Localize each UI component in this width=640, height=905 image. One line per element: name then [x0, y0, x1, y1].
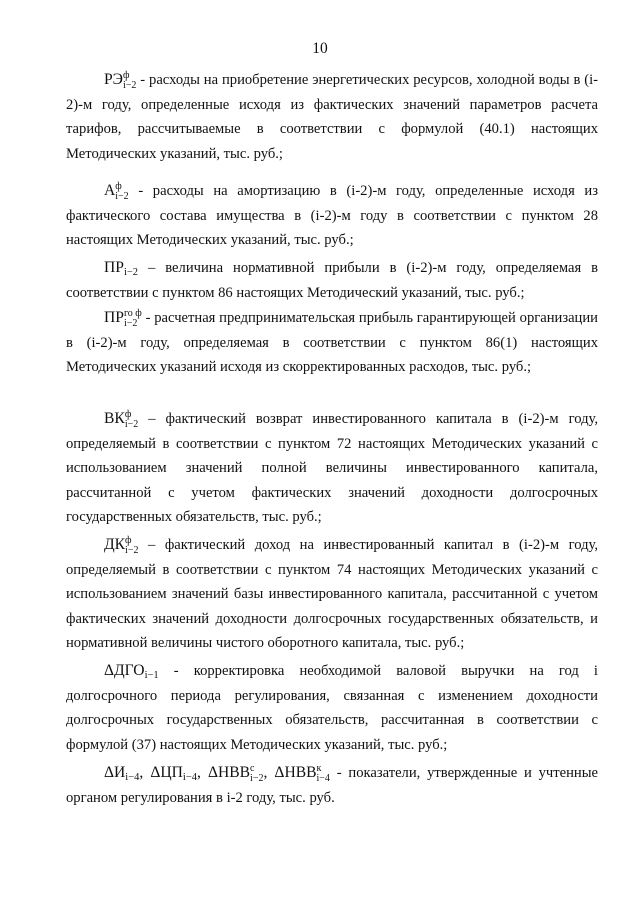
definition-text: - показатели, утвержденные и учтенные органом регулирования в i-2 году, тыс. руб. [66, 765, 599, 806]
symbol-dk: ДК ф i−2 [104, 535, 139, 556]
symbol-pr: $ПР_{i-2}$ [104, 259, 139, 278]
definition-text: – величина нормативной прибыли в (i-2)-м году, определяемая в соответствии с пунктом 86 настоящих Методический указаний, тыс. руб.; [66, 260, 598, 301]
definition-energy-expenses [66, 68, 598, 166]
definition-normative-profit [66, 256, 598, 305]
definition-text: - расчетная предпринимательская прибыль гарантирующей организации в (i-2)-м году, определяемая в соответствии с пунктом 86(1) настоящих Методических указаний исходя из скорректированных расходов, тыс. руб.; [66, 310, 598, 376]
definition-text: - расходы на приобретение энергетических ресурсов, холодной воды в (i-2)-м году, определенные исходя из фактических значений параметров расчета тарифов, рассчитываемые в соответствии с формулой (40.1) настоящих Методических указаний, тыс. руб.; [66, 72, 599, 162]
symbol-indicators: $\Delta И_{i-4}$, $\Delta ЦП_{i-4}$, ΔНВВ с i−2 , ΔНВВ к i−4 [104, 763, 330, 784]
symbol-dgo: $\Delta ДГО_{i-1}$ [104, 662, 159, 681]
definition-entrepreneurial-profit [66, 306, 598, 380]
symbol-pr-go: ПР го ф i−2 [104, 308, 142, 329]
symbol-a: А ф i−2 [104, 181, 129, 202]
definition-revenue-correction [66, 659, 598, 757]
definition-text: – фактический возврат инвестированного капитала в (i-2)-м году, определяемый в соответствии с пунктом 72 настоящих Методических указаний с использованием значений полной величины инвестированного капитала, рассчитанной с учетом фактических значений доходности долгосрочных государственных обязательств, тыс. руб.; [66, 411, 598, 526]
definition-capital-return [66, 407, 598, 530]
definition-approved-indicators [66, 761, 598, 810]
definition-text: - расходы на амортизацию в (i-2)-м году, определенные исходя из фактического состава имущества в (i-2)-м году в соответствии с пунктом 28 настоящих Методических указаний, тыс. руб.; [66, 183, 598, 249]
page-number: 10 [312, 40, 328, 57]
symbol-re: РЭ ф i−2 [104, 70, 137, 91]
definition-amortization [66, 179, 598, 253]
definition-capital-income [66, 533, 598, 656]
definition-text: – фактический доход на инвестированный капитал в (i-2)-м году, определяемый в соответствии с пунктом 74 настоящих Методических указаний с использованием значений базы инвестированного капитала, рассчитанной с учетом фактических значений доходности долгосрочных государственных обязательств, и нормативной величины чистого оборотного капитала, тыс. руб.; [66, 537, 598, 652]
definition-text: - корректировка необходимой валовой выручки на год i долгосрочного периода регулирования, связанная с изменением доходности долгосрочных государственных обязательств, рассчитанная в соответствии с формулой (37) настоящих Методических указаний, тыс. руб.; [66, 663, 598, 753]
symbol-vk: ВК ф i−2 [104, 409, 139, 430]
